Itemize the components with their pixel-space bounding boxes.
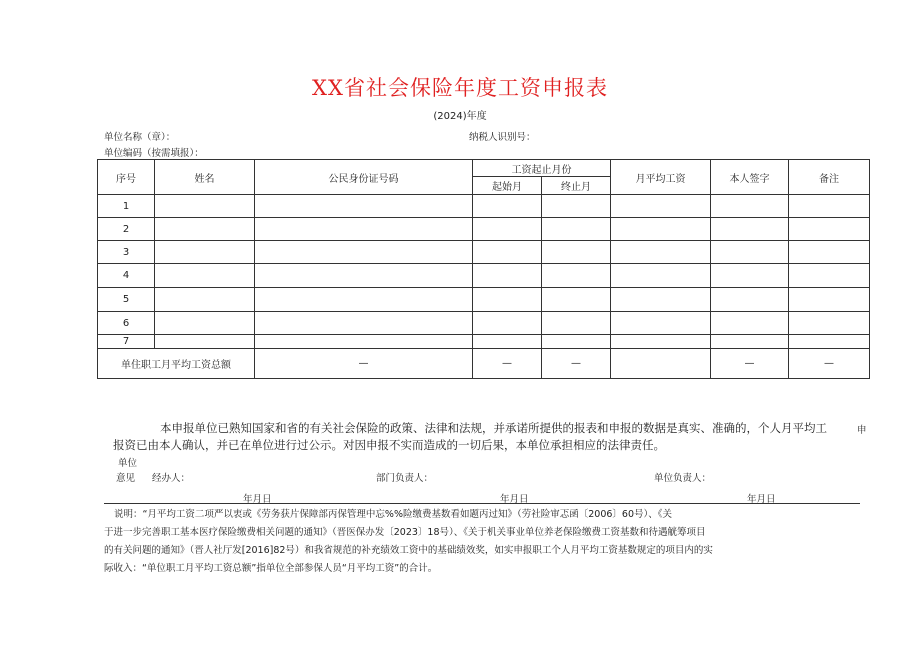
handler-label: 经办人： xyxy=(152,473,191,484)
total-start-dash: — xyxy=(473,349,542,379)
opinion-label: 意见 xyxy=(116,473,136,484)
total-sign-dash: — xyxy=(711,349,789,379)
header-name: 姓名 xyxy=(155,160,255,195)
row-seq: 2 xyxy=(98,218,155,241)
dept-head-label: 部门负责人： xyxy=(376,473,434,484)
total-end-dash: — xyxy=(542,349,611,379)
declaration-line-1: 本申报单位已熟知国家和省的有关社会保险的政策、法律和法规，并承诺所提供的报表和申报的数据是真实、准确的，个人月平均工 xyxy=(160,421,827,435)
header-sign: 本人签字 xyxy=(711,160,789,195)
wage-table xyxy=(97,159,870,379)
unit-label: 单位 xyxy=(118,458,138,469)
total-label: 单住职工月平均工资总额 xyxy=(98,349,255,379)
note-line-2: 于进一步完善职工基本医疗保险缴费相关问题的通知》（晋医保办发〔2023〕18号）、《关于机关事业单位养老保险缴费工资基数和待遇觥筹项目 xyxy=(104,527,706,538)
year-line: (2024)年度 xyxy=(433,111,487,122)
taxpayer-id-label: 纳税人识别号： xyxy=(469,132,536,143)
note-line-3: 的有关问题的通知》（晋人社厅发[2016]82号）和我省规范的补充绩效工资中的基础绩效奖，如实申报职工个人月平均工资基数规定的项目内的实 xyxy=(104,545,713,556)
total-remark-dash: — xyxy=(789,349,870,379)
row-seq: 5 xyxy=(98,288,155,312)
row-seq: 3 xyxy=(98,241,155,264)
row-seq: 4 xyxy=(98,264,155,288)
row-seq: 7 xyxy=(98,335,155,349)
row-seq: 6 xyxy=(98,312,155,335)
total-row xyxy=(98,349,870,379)
total-wage-cell[interactable] xyxy=(611,349,711,379)
table-row xyxy=(98,241,870,264)
table-row xyxy=(98,335,870,349)
date-1: 年月日 xyxy=(243,494,272,505)
row-seq: 1 xyxy=(98,195,155,218)
date-2: 年月日 xyxy=(500,494,529,505)
table-row xyxy=(98,195,870,218)
note-line-4: 际收入：“单位职工月平均工资总额”指单位全部参保人员“月平均工资”的合计。 xyxy=(104,563,438,574)
signoff-divider xyxy=(104,503,860,504)
date-3: 年月日 xyxy=(747,494,776,505)
header-start: 起始月 xyxy=(473,177,542,195)
declaration-line-2: 报资已由本人确认，并已在单位进行过公示。对因申报不实而造成的一切后果，本单位承担相应的法律责任。 xyxy=(113,438,665,452)
form-title: XX省社会保险年度工资申报表 xyxy=(312,76,608,100)
header-remark: 备注 xyxy=(789,160,870,195)
header-wage: 月平均工资 xyxy=(611,160,711,195)
unit-code-label: 单位编码（按需填报）： xyxy=(104,148,204,159)
declaration-line-1-tail: 申 xyxy=(857,425,867,436)
unit-head-label: 单位负责人： xyxy=(654,473,712,484)
header-id: 公民身份证号码 xyxy=(255,160,473,195)
table-row xyxy=(98,288,870,312)
table-row xyxy=(98,218,870,241)
note-line-1: 说明：“月平均工资二项严以衷或《劳务获片保障部丙保管理中忘%%险缴费基数看如题丙过知》（劳社险审忑函〔2006〕60号）、《关 xyxy=(114,509,672,520)
unit-name-label: 单位名称（章）： xyxy=(104,132,176,143)
header-seq: 序号 xyxy=(98,160,155,195)
table-row xyxy=(98,264,870,288)
header-period: 工资起止月份 xyxy=(473,160,611,177)
total-id-dash: — xyxy=(255,349,473,379)
header-end: 终止月 xyxy=(542,177,611,195)
table-row xyxy=(98,312,870,335)
